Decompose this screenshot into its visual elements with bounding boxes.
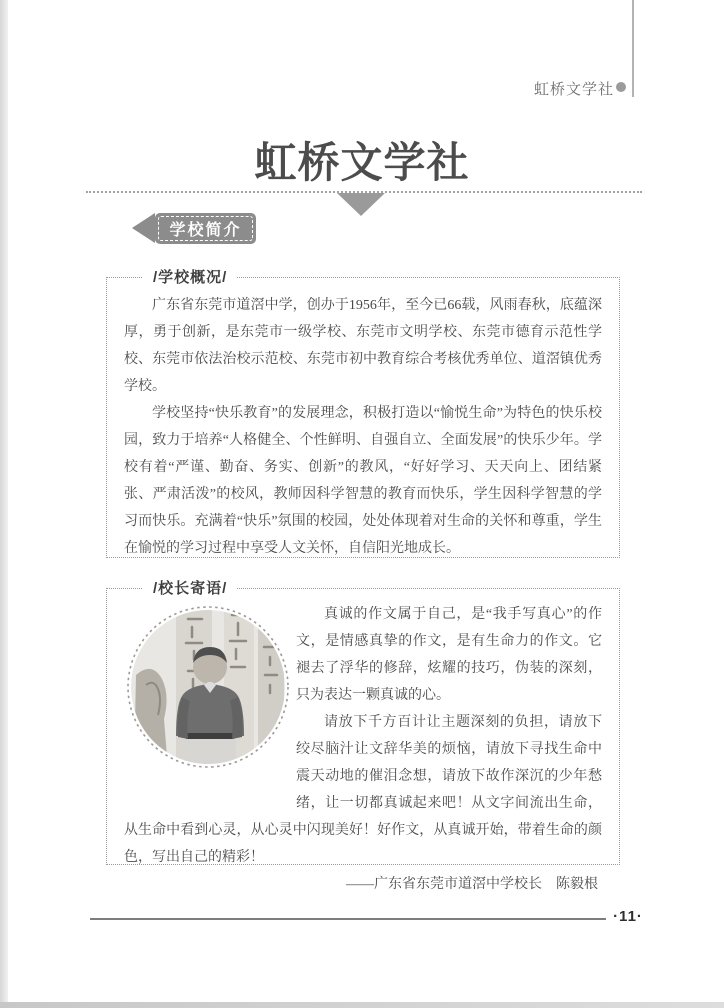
header-vertical-rule	[632, 0, 634, 97]
footer-rule	[90, 918, 606, 920]
section-badge-label: 学校简介	[169, 222, 242, 239]
page-number: ·11·	[613, 908, 643, 925]
page-title: 虹桥文学社	[254, 139, 470, 186]
principal-message-box	[106, 580, 620, 892]
running-header-title: 虹桥文学社	[534, 82, 615, 98]
triangle-down-icon	[337, 193, 385, 216]
principal-message-heading: /校长寄语/	[143, 578, 237, 600]
principal-message-paragraph: 真诚的作文属于自己，是“我手写真心”的作文，是情感真挚的作文，是有生命力的作文。它褪去了浮华的修辞，炫耀的技巧，伪装的深刻，只为表达一颗真诚的心。	[296, 607, 602, 703]
circle-dot-icon	[616, 82, 626, 92]
principal-message-paragraph: 请放下千方百计让主题深刻的负担，请放下绞尽脑汁让文辞华美的烦恼，请放下寻找生命中震天动地的催泪念想，请放下故作深沉的少年愁绪，让一切都真诚起来吧！从文字间流出生命，从生命中看到心灵，从心灵中闪现美好！好作文，从真诚开始，带着生命的颜色，写出自己的精彩！	[124, 715, 602, 865]
principal-photo	[124, 601, 296, 793]
school-overview-paragraph: 学校坚持“快乐教育”的发展理念，积极打造以“愉悦生命”为特色的快乐校园，致力于培养“人格健全、个性鲜明、自强自立、全面发展”的快乐少年。学校有着“严谨、勤奋、务实、创新”的教风，“好好学习、天天向上、团结紧张、严肃活泼”的校风，教师因科学智慧的教育而快乐，学生因科学智慧的学习而快乐。充满着“快乐”氛围的校园，处处体现着对生命的关怀和尊重，学生在愉悦的学习过程中享受人文关怀，自信阳光地成长。	[124, 406, 602, 556]
school-overview-heading: /学校概况/	[143, 267, 237, 289]
page-edge-bottom	[0, 1002, 724, 1008]
school-overview-paragraph: 广东省东莞市道滘中学，创办于1956年，至今已66载，风雨春秋，底蕴深厚，勇于创新，是东莞市一级学校、东莞市文明学校、东莞市德育示范性学校、东莞市依法治校示范校、东莞市初中教育综合考核优秀单位、道滘镇优秀学校。	[124, 298, 602, 394]
badge-arrow-left-icon	[132, 213, 155, 243]
principal-portrait-image	[126, 605, 290, 769]
principal-signature: ——广东省东莞市道滘中学校长 陈毅根	[346, 877, 598, 892]
school-overview-box	[106, 269, 620, 558]
section-badge	[155, 213, 256, 244]
